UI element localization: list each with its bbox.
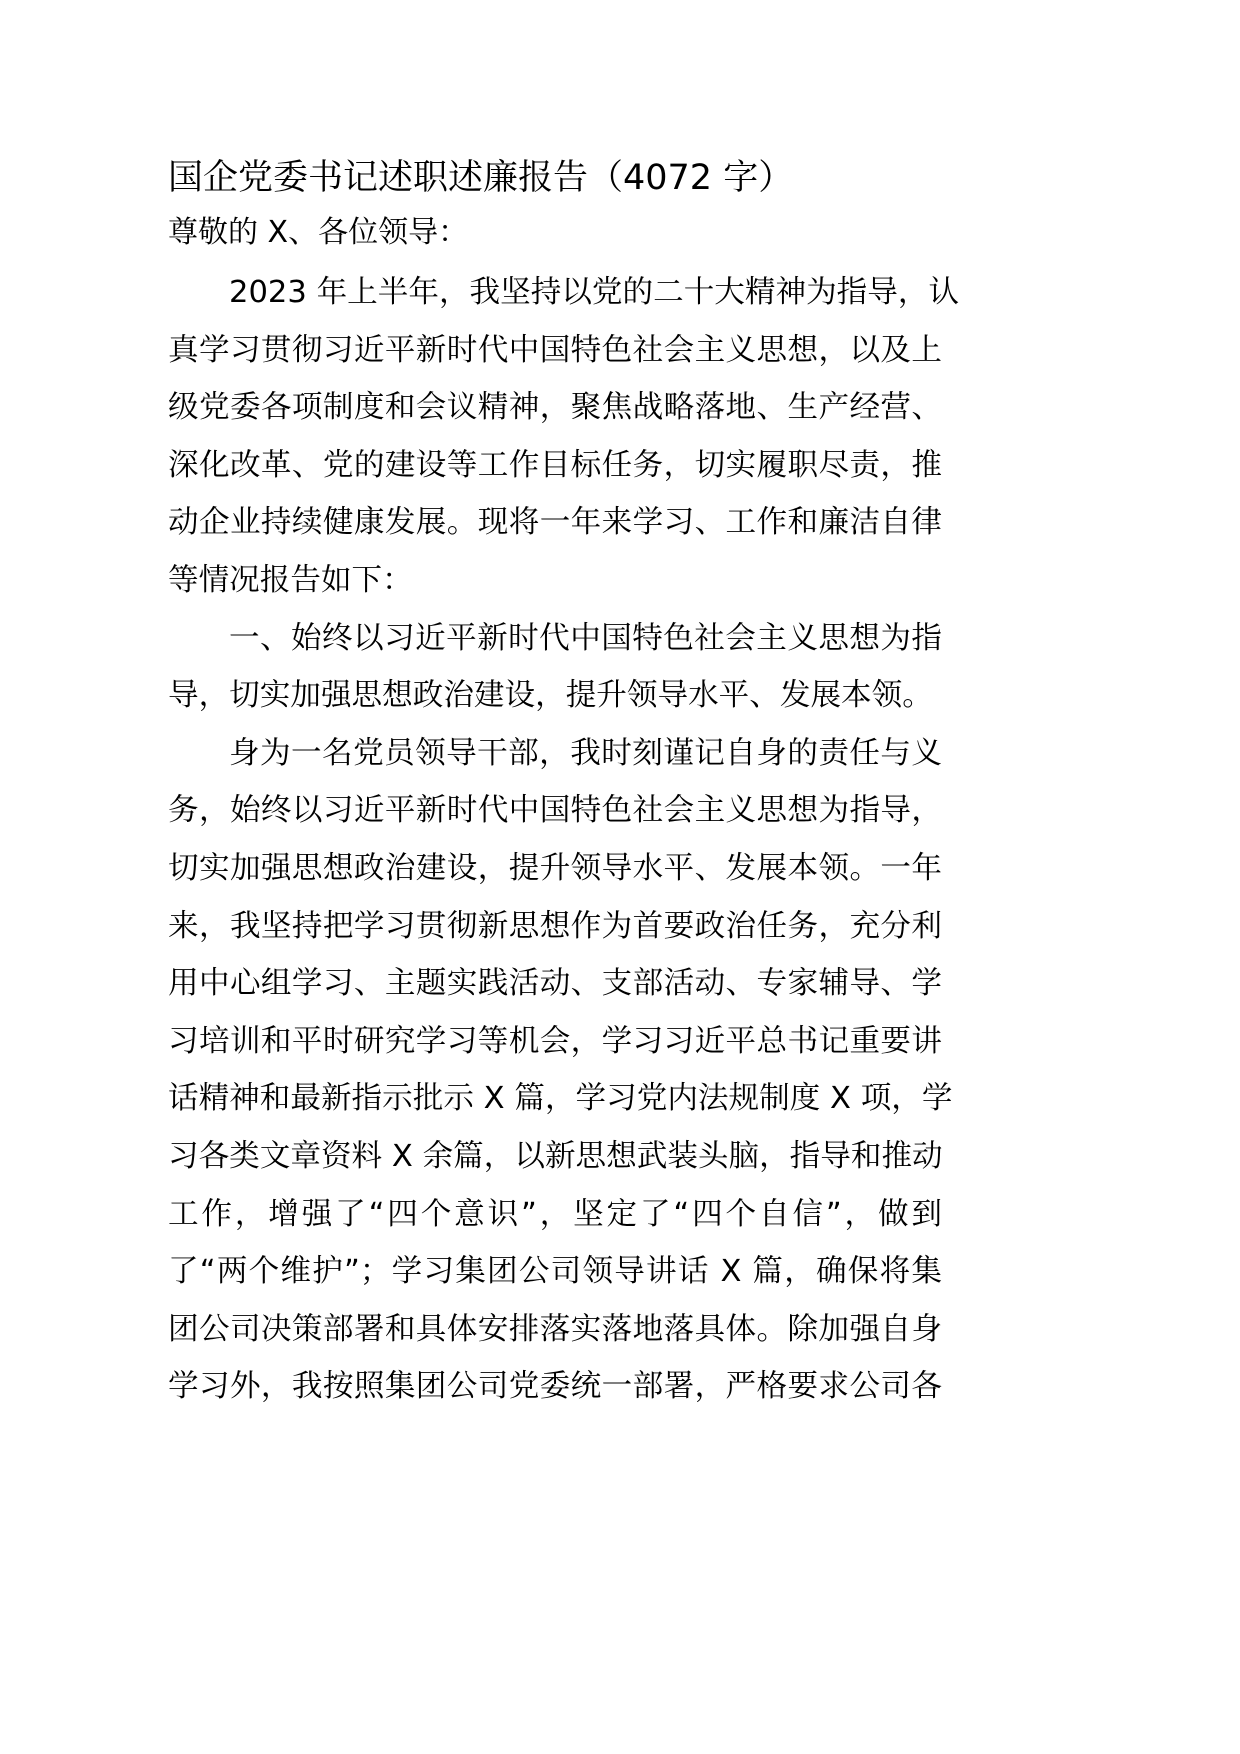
text-line: 级党委各项制度和会议精神，聚焦战略落地、生产经营、 xyxy=(168,390,942,426)
text-line: 真学习贯彻习近平新时代中国特色社会主义思想，以及上 xyxy=(168,332,942,368)
text-line: 来，我坚持把学习贯彻新思想作为首要政治任务，充分利 xyxy=(168,908,942,944)
text-line: 务，始终以习近平新时代中国特色社会主义思想为指导， xyxy=(168,793,942,829)
intro-paragraph xyxy=(168,264,960,610)
heading-line: 导，切实加强思想政治建设，提升领导水平、发展本领。 xyxy=(168,678,933,714)
text-line: 习培训和平时研究学习等机会，学习习近平总书记重要讲 xyxy=(168,1023,942,1059)
heading-line: 一、始终以习近平新时代中国特色社会主义思想为指 xyxy=(229,620,942,656)
text-line: 用中心组学习、主题实践活动、支部活动、专家辅导、学 xyxy=(168,966,942,1002)
document-page xyxy=(168,150,960,1416)
text-line: 了“两个维护”；学习集团公司领导讲话 X 篇，确保将集 xyxy=(168,1254,942,1290)
text-line: 团公司决策部署和具体安排落实落地落具体。除加强自身 xyxy=(168,1311,942,1347)
body-paragraph xyxy=(168,725,953,1416)
section-heading-1 xyxy=(168,610,942,725)
text-line: 2023 年上半年，我坚持以党的二十大精神为指导，认 xyxy=(229,275,960,310)
text-line: 工作，增强了“四个意识”，坚定了“四个自信”，做到 xyxy=(168,1196,942,1232)
text-line: 切实加强思想政治建设，提升领导水平、发展本领。一年 xyxy=(168,850,942,886)
text-line: 习各类文章资料 X 余篇，以新思想武装头脑，指导和推动 xyxy=(168,1138,943,1174)
salutation: 尊敬的 X、各位领导： xyxy=(168,215,469,250)
text-line: 身为一名党员领导干部，我时刻谨记自身的责任与义 xyxy=(229,735,942,771)
text-line: 学习外，我按照集团公司党委统一部署，严格要求公司各 xyxy=(168,1369,942,1405)
text-line: 等情况报告如下： xyxy=(168,562,413,598)
text-line: 话精神和最新指示批示 X 篇，学习党内法规制度 X 项，学 xyxy=(168,1081,953,1117)
document-title: 国企党委书记述职述廉报告（4072 字） xyxy=(168,158,794,198)
text-line: 深化改革、党的建设等工作目标任务，切实履职尽责，推 xyxy=(168,447,942,483)
text-line: 动企业持续健康发展。现将一年来学习、工作和廉洁自律 xyxy=(168,505,942,541)
